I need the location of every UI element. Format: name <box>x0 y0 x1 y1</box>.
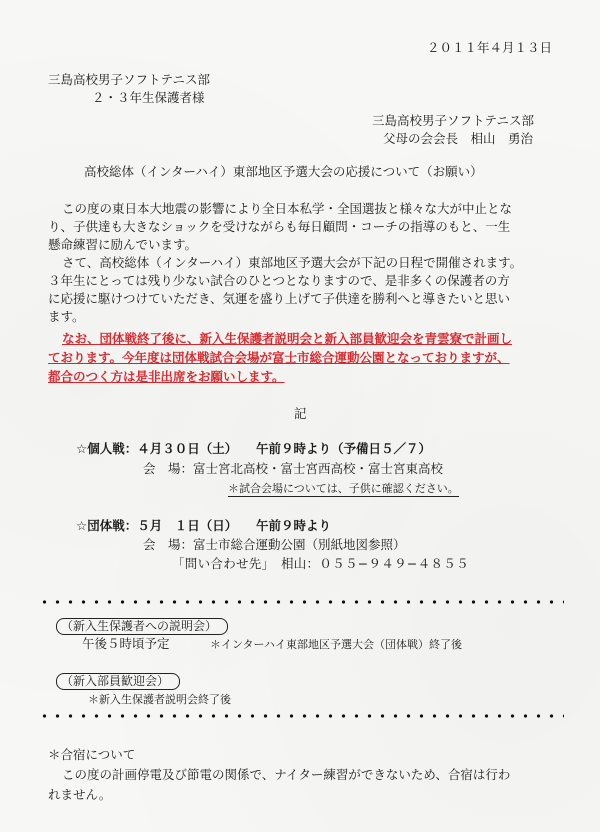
camp-line: この度の計画停電及び節電の関係で、ナイター練習ができないため、合宿は行わ <box>62 767 511 782</box>
paragraph1-line: り、子供達も大きなショックを受けながらも毎日顧問・コーチの指導のもと、一生 <box>48 219 511 234</box>
welcome-note: ＊新入生保護者説明会終了後 <box>88 693 231 706</box>
notice-line <box>48 369 285 385</box>
notice-text: ております。今年度は団体戦試合会場が富士市総合運動公園となっておりますが、 <box>48 350 510 365</box>
letter-title: 高校総体（インターハイ）東部地区予選大会の応援について（お願い） <box>84 164 483 179</box>
team-venue: 会 場：富士市総合運動公園（別紙地図参照） <box>143 537 406 552</box>
briefing-note: ＊インターハイ東部地区予選大会（団体戦）終了後 <box>210 638 463 651</box>
dotted-divider <box>38 600 564 604</box>
sender-org: 三島高校男子ソフトテニス部 <box>372 113 535 128</box>
individual-note <box>228 481 459 497</box>
notice-line <box>62 331 512 347</box>
welcome-heading: （新入部員歓迎会） <box>56 673 180 690</box>
notice-text: 都合のつく方は是非出席をお願いします。 <box>48 369 285 384</box>
notice-text: なお、団体戦終了後に、新入生保護者説明会と新入部員歓迎会を青雲寮で計画し <box>62 331 513 346</box>
paragraph2-line: さて、高校総体（インターハイ）東部地区予選大会が下記の日程で開催されます。 <box>62 255 523 270</box>
camp-heading: ＊合宿について <box>48 747 136 762</box>
dotted-divider <box>38 714 564 718</box>
paragraph2-line: ます。 <box>48 309 85 324</box>
ki-heading: 記 <box>294 406 307 421</box>
briefing-time: 午後５時頃予定 <box>82 636 170 651</box>
briefing-heading: （新入生保護者への説明会） <box>56 618 228 635</box>
team-contact: 「問い合わせ先」 相山：０５５−９４９−４８５５ <box>172 556 469 571</box>
recipient: ２・３年生保護者様 <box>92 90 205 105</box>
paragraph2-line: ３年生にとっては残り少ない試合のひとつとなりますので、是非多くの保護者の方 <box>48 273 510 288</box>
recipient-org: 三島高校男子ソフトテニス部 <box>48 72 211 87</box>
individual-event: ☆個人戦：４月３０日（土） 午前９時より（予備日５／７） <box>76 441 431 456</box>
sender: 父母の会会長 相山 勇治 <box>383 131 534 146</box>
camp-line: れません。 <box>48 787 112 802</box>
notice-line <box>48 350 510 366</box>
paragraph1-line: この度の東日本大地震の影響により全日本私学・全国選抜と様々な大が中止とな <box>62 201 513 216</box>
paragraph2-line: に応援に駆けつけていただき、気運を盛り上げて子供達を勝利へと導きたいと思い <box>48 291 511 306</box>
individual-note-text: ＊試合会場については、子供に確認ください。 <box>228 482 459 495</box>
paragraph1-line: 懸命練習に励んでいます。 <box>48 237 198 252</box>
team-event: ☆団体戦：５月 １日（日） 午前９時より <box>76 518 331 533</box>
letter-date: ２０１１年４月１３日 <box>427 40 553 55</box>
individual-venue: 会 場：富士宮北高校・富士宮西高校・富士宮東高校 <box>143 461 444 476</box>
